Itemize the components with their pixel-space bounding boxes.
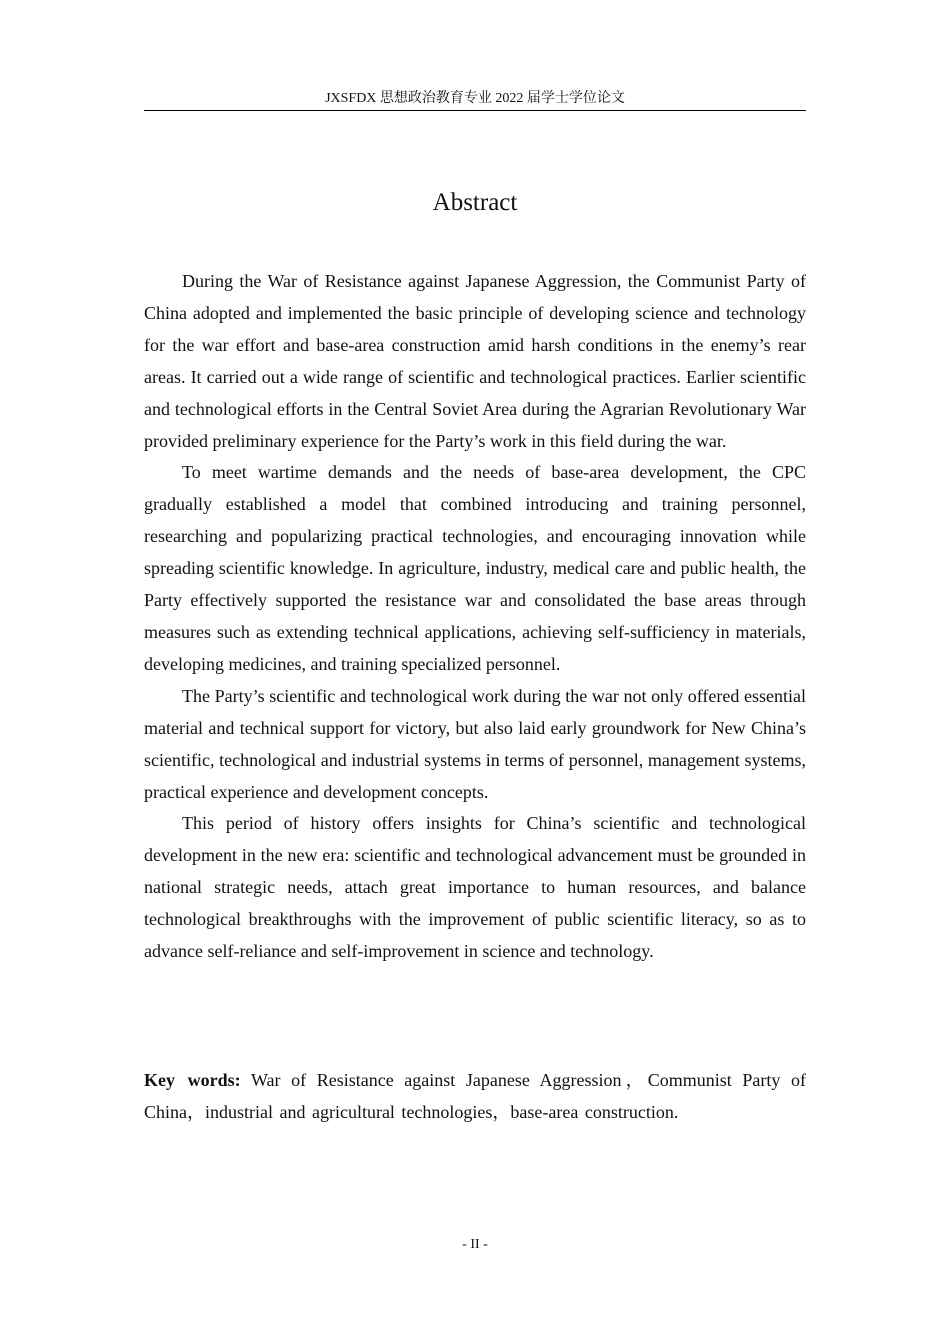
abstract-paragraph-2: To meet wartime demands and the needs of base-area development, the CPC gradually established a model that combined introducing and training personnel, researching and popularizing practical technologies, and encouraging innovation while spreading scientific knowledge. In agriculture, industry, medical care and public health, the Party effectively supported the resistance war and consolidated the base areas through measures such as extending technical applications, achieving self-sufficiency in materials, developing medicines, and training specialized personnel. [144,462,806,674]
abstract-title: Abstract [432,189,518,216]
page-number: - II - [462,1237,488,1252]
running-header: JXSFDX 思想政治教育专业 2022 届学士学位论文 [144,90,806,111]
abstract-body [144,266,806,968]
abstract-paragraph-1: During the War of Resistance against Japanese Aggression, the Communist Party of China adopted and implemented the basic principle of developing science and technology for the war effort and base-area construction amid harsh conditions in the enemy’s rear areas. It carried out a wide range of scientific and technological practices. Earlier scientific and technological efforts in the Central Soviet Area during the Agrarian Revolutionary War provided preliminary experience for the Party’s work in this field during the war. [144,271,806,451]
keywords-text: War of Resistance against Japanese Aggression，Communist Party of China，industrial and agricultural technologies，base-area construction. [144,1070,806,1122]
abstract-paragraph-3: The Party’s scientific and technological work during the war not only offered essential material and technical support for victory, but also laid early groundwork for New China’s scientific, technological and industrial systems in terms of personnel, management systems, practical experience and development concepts. [144,685,806,802]
abstract-paragraph-4: This period of history offers insights for China’s scientific and technological development in the new era: scientific and technological advancement must be grounded in national strategic needs, attach great importance to human resources, and balance technological breakthroughs with the improvement of public scientific literacy, so as to advance self-reliance and self-improvement in science and technology. [144,813,806,962]
keywords-line [144,1064,806,1128]
keywords-label: Key words: [144,1070,241,1090]
